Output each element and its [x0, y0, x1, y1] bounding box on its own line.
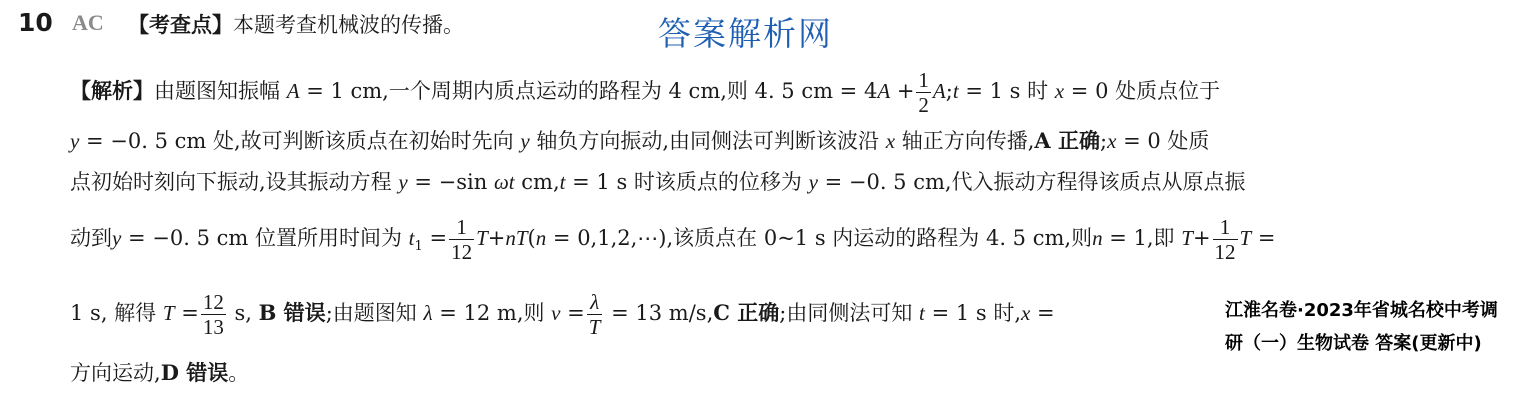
l1-b: A [286, 79, 300, 104]
l1-m: = 0 处质点位于 [1064, 79, 1221, 104]
question-number: 10 [18, 8, 53, 37]
analysis-tag: 【解析】 [70, 78, 154, 104]
analysis-line-4: 动到y = −0. 5 cm 位置所用时间为 $t_1$ = $\frac{1}{12}$ T+nT(n = 0,1,2,⋯),该质点在 0~1 s 内运动的路程为 4. 5 cm,则n = 1,即 T+ $\frac{1}{12}$ T = [70, 215, 1276, 265]
l1-a: 由题图知振幅 [154, 79, 280, 104]
l1-c: = 1 cm,一个周期内质点运动的路程为 4 cm,则 4. 5 cm = 4 [299, 79, 878, 104]
source-badge: 江淮名卷·2023年省城名校中考调研（一）生物试卷 答案(更新中) [1225, 300, 1498, 354]
analysis-line-2: y = −0. 5 cm 处,故可判断该质点在初始时先向 y 轴负方向振动,由同侧法可判断该波沿 x 轴正方向传播,A 正确;x = 0 处质 [70, 128, 1210, 153]
verdict-c: C 正确 [713, 300, 780, 326]
fraction-1-12-a: $\frac{1}{12}$ [451, 215, 473, 265]
l1-h: t [952, 79, 959, 104]
watermark: 答案解析网 [658, 14, 833, 53]
topic-line [128, 9, 464, 39]
verdict-d: D 错误 [160, 360, 229, 385]
l1-e: + [890, 79, 915, 104]
analysis-line-3: 点初始时刻向下振动,设其振动方程 y = −sin ωt cm,t = 1 s 时该质点的位移为 y = −0. 5 cm,代入振动方程得该质点从原点振 [70, 170, 1246, 194]
l1-g: ; [945, 79, 953, 104]
l1-f: A [932, 79, 946, 104]
analysis-line-1 [70, 68, 1220, 117]
answer-key: AC [72, 10, 104, 35]
topic-tag: 【考查点】 [128, 12, 233, 37]
topic-text: 本题考查机械波的传播。 [233, 13, 464, 37]
analysis-line-5: 1 s, 解得 T = $\frac{12}{13}$ s, B 错误;由题图知 λ = 12 m,则 v = $\frac{\lambda}{T}$ = 13 m/s,C 正确;由同侧法可知 t = 1 s 时,x = [70, 290, 1055, 340]
l1-j: = 1 s 时 [958, 79, 1055, 104]
fraction-lambda-T: $\frac{\lambda}{T}$ [588, 290, 601, 340]
verdict-b: B 错误 [258, 300, 326, 326]
fraction-12-13: $\frac{12}{13}$ [202, 290, 224, 340]
fraction-1-2: $\frac{1}{2}$ [918, 68, 929, 118]
fraction-1-12-b: $\frac{1}{12}$ [1214, 215, 1236, 265]
verdict-a: A 正确 [1034, 128, 1100, 153]
analysis-line-6: 方向运动,D 错误。 [70, 360, 250, 385]
l1-k: x [1054, 79, 1065, 104]
l1-d: A [877, 79, 891, 104]
